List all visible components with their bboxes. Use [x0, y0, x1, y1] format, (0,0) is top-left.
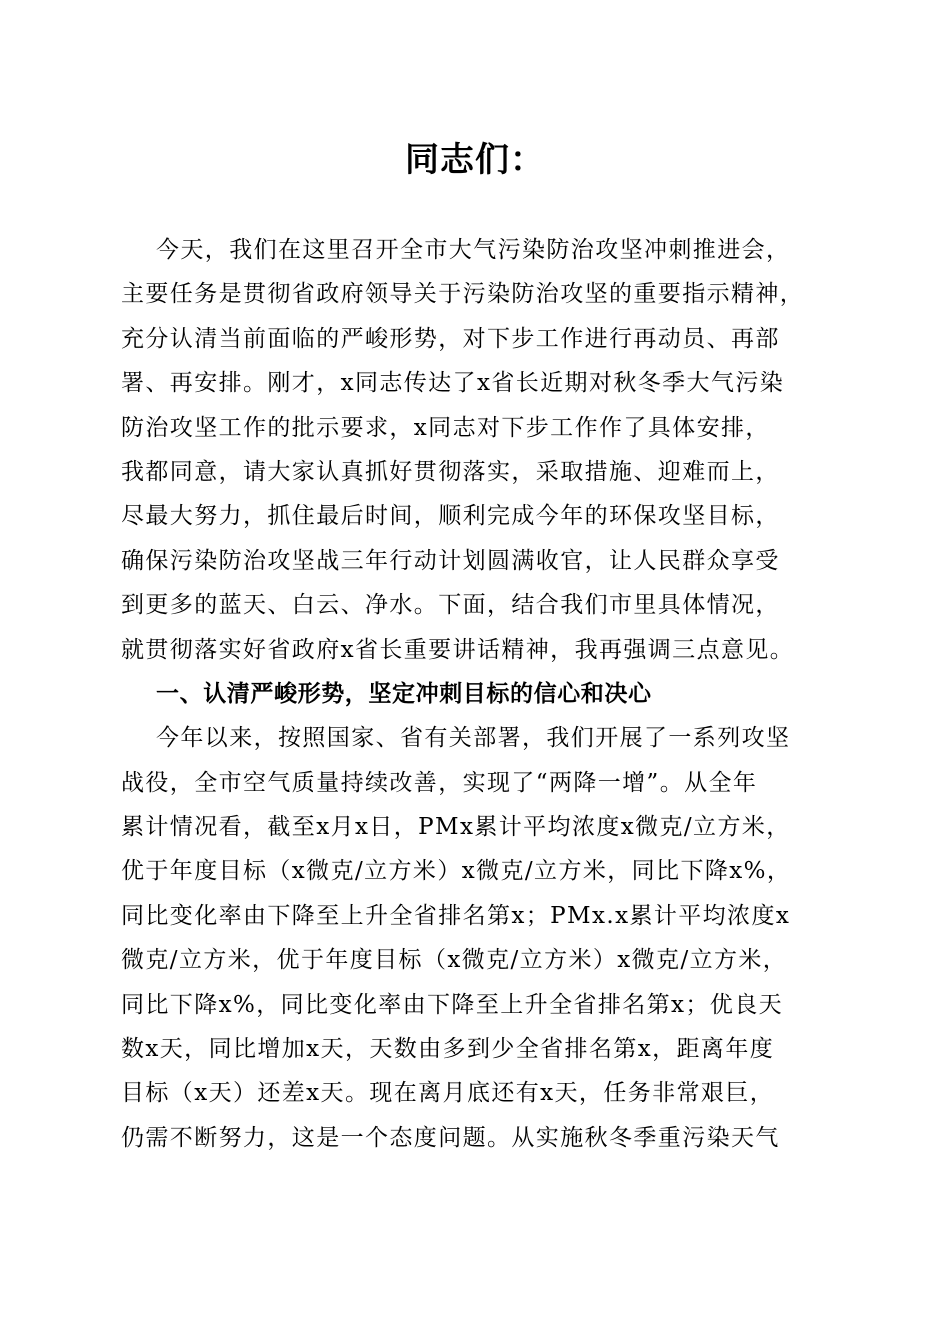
- paragraph-2-line: 目标（x天）还差x天。现在离月底还有x天，任务非常艰巨，: [121, 1080, 775, 1107]
- paragraph-2-line: 同比变化率由下降至上升全省排名第x；PMx.x累计平均浓度x: [121, 902, 791, 929]
- paragraph-2-line: 战役，全市空气质量持续改善，实现了“两降一增”。从全年: [121, 769, 758, 796]
- paragraph-1-line: 今天，我们在这里召开全市大气污染防治攻坚冲刺推进会，: [156, 237, 791, 263]
- paragraph-1-line: 署、再安排。刚才，x同志传达了x省长近期对秋冬季大气污染: [121, 370, 785, 397]
- document-body: [121, 228, 833, 1160]
- paragraph-1-line: 尽最大努力，抓住最后时间，顺利完成今年的环保攻坚目标，: [121, 503, 780, 530]
- paragraph-1-line: 我都同意，请大家认真抓好贯彻落实，采取措施、迎难而上，: [121, 458, 780, 485]
- paragraph-2-line: 仍需不断努力，这是一个态度问题。从实施秋冬季重污染天气: [121, 1124, 780, 1151]
- paragraph-1-line: 确保污染防治攻坚战三年行动计划圆满收官，让人民群众享受: [121, 547, 780, 574]
- paragraph-1-line: 充分认清当前面临的严峻形势，对下步工作进行再动员、再部: [121, 325, 780, 352]
- paragraph-1-line: 就贯彻落实好省政府x省长重要讲话精神，我再强调三点意见。: [121, 636, 795, 663]
- paragraph-2-line: 优于年度目标（x微克/立方米）x微克/立方米，同比下降x%，: [121, 858, 792, 885]
- paragraph-1-line: 到更多的蓝天、白云、净水。下面，结合我们市里具体情况，: [121, 592, 780, 619]
- section-heading-1: 一、认清严峻形势，坚定冲刺目标的信心和决心: [156, 680, 652, 707]
- paragraph-1-line: 防治攻坚工作的批示要求，x同志对下步工作作了具体安排，: [121, 414, 770, 441]
- paragraph-2-line: 同比下降x%，同比变化率由下降至上升全省排名第x；优良天: [121, 991, 783, 1018]
- paragraph-2-line: 微克/立方米，优于年度目标（x微克/立方米）x微克/立方米，: [121, 947, 788, 974]
- paragraph-2-line: 数x天，同比增加x天，天数由多到少全省排名第x，距离年度: [121, 1036, 775, 1063]
- paragraph-2-line: 今年以来，按照国家、省有关部署，我们开展了一系列攻坚: [156, 725, 791, 752]
- paragraph-2-line: 累计情况看，截至x月x日，PMx累计平均浓度x微克/立方米，: [121, 814, 791, 841]
- document-title: 同志们：: [405, 140, 545, 180]
- paragraph-1-line: 主要任务是贯彻省政府领导关于污染防治攻坚的重要指示精神，: [121, 281, 805, 308]
